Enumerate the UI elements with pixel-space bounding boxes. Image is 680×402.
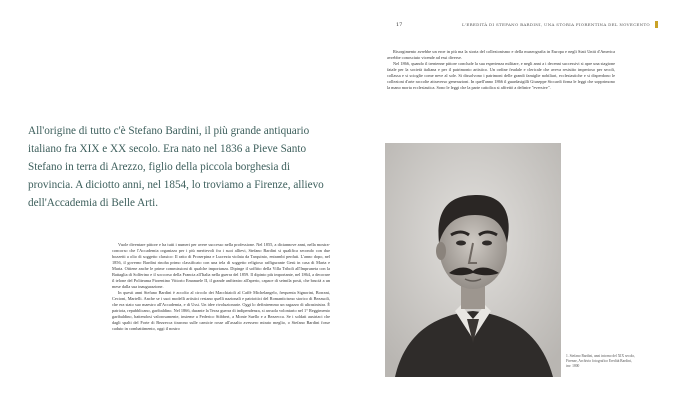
header-accent-rule [655, 21, 658, 28]
intro-paragraph: All'origine di tutto c'è Stefano Bardini, il più grande antiquario italiano fra XIX e XX secolo. Era nato nel 1836 a Pieve Santo Stefano in terra di Arezzo, figlio della piccola borghesia di provincia. A diciotto anni, nel 1854, lo troviamo a Firenze, allievo dell'Accademia di Belle Arti. [28, 125, 324, 209]
body-paragraph: Vuole diventare pittore e ha tutti i numeri per avere successo nella professione. Nel 1855, a diciannove anni, nella mostra-concorso che l'Accademia organizza per i più meritevoli fra i suoi allievi, Stefano Bardini si qualifica secondo con due bozzetti a olio di soggetto classico: Il ratto di Proserpina e Lucrezia violata da Tarquinio, entrambi perduti. L'anno dopo, nel 1856, il governo Bardini rinoha primo classificato con una tela di soggetto religioso raffigurante Gesù in casa di Marta e Maria. Ottiene anche le prime commissioni di qualche importanza. Dipinge il soffitto della Villa Triboli all'Impruneta con la Battaglia di Solferino e il soccorso della Francia all'Italia nella guerra del 1859. Il dipinto più importante, nel 1864, a decorare il telone del Politeama Fiorentino Vittorio Emanuele II, il grande anfiteatro all'aperto, capace di seimila posti, che brucià a un mese dalla sua inaugurazione. [112, 242, 330, 289]
body-paragraph: In questi anni Stefano Bardini è accolto al circolo dei Macchiaioli al Caffè Michelangelo, frequenta Signorini, Borrani, Cecioni, Martelli. Anche se i suoi modelli artistici restano quelli nazionali e patriottici del Romanticismo storico di Bezzuoli, che era stato suo maestro all'Accademia, e di Ussi. Un idee rivoluzionarie. Oggi lo definiremmo un ragazzo di ultrasinistra. È patriota, repubblicano, garibaldino. Nel 1866, durante la Terza guerra di indipendenza, si arruola volontario nel 1° Reggimento garibaldino, battendosi valorosamente, insieme a Federico Stibbert, a Monte Suello e a Bezzecca. Se i soldati austriaci che dagli spalti del Forte di Bezzecca tirarono sulle camicie rosse all'assalto avessero mirato meglio, o Stefano Bardini fosse caduto in combattimento, oggi il nostro [112, 290, 330, 331]
running-head [396, 22, 658, 30]
portrait-photo [385, 143, 561, 377]
running-title: L'EREDITÀ DI STEFANO BARDINI, UNA STORIA FIORENTINA DEL NOVECENTO [462, 22, 650, 27]
page-number: 17 [396, 22, 403, 28]
portrait-illustration [385, 143, 561, 377]
left-body-column [112, 242, 330, 332]
photo-caption: 1. Stefano Bardini, anni intorno del XIX secolo, Firenze, Archivio fotografico Eredità Bardini, inv. 1800 [566, 354, 636, 368]
body-paragraph: Nel 1866, quando il trentenne pittore conclude la sua esperienza militare, e negli anni a i decenni successivi si apre una stagione fatale per la società italiana e per il patrimonio artistico. Un ordine feudale e clericale che aveva resistito imperioso per secoli, collassa e si scioglie come neve al sole. Si dissolvono i patrimoni delle grandi famiglie nobiliari, ecclesiastiche e si disperdono le collezioni d'arte raccolte attraverso generazioni. In quell'anno 1866 il guardasigilli Giuseppe Siccardi firma le leggi che sopprimono la mano morta ecclesiastica. Sono le leggi che la parte cattolica si affrettò a definire "eversive". [387, 61, 615, 90]
body-paragraph: Risorgimento avrebbe un eroe in più ma la storia del collezionismo e della museografia in Europa e negli Stati Uniti d'America avrebbe conosciuto vicende ad essi diverse. [387, 49, 615, 60]
right-body-column [387, 49, 615, 91]
